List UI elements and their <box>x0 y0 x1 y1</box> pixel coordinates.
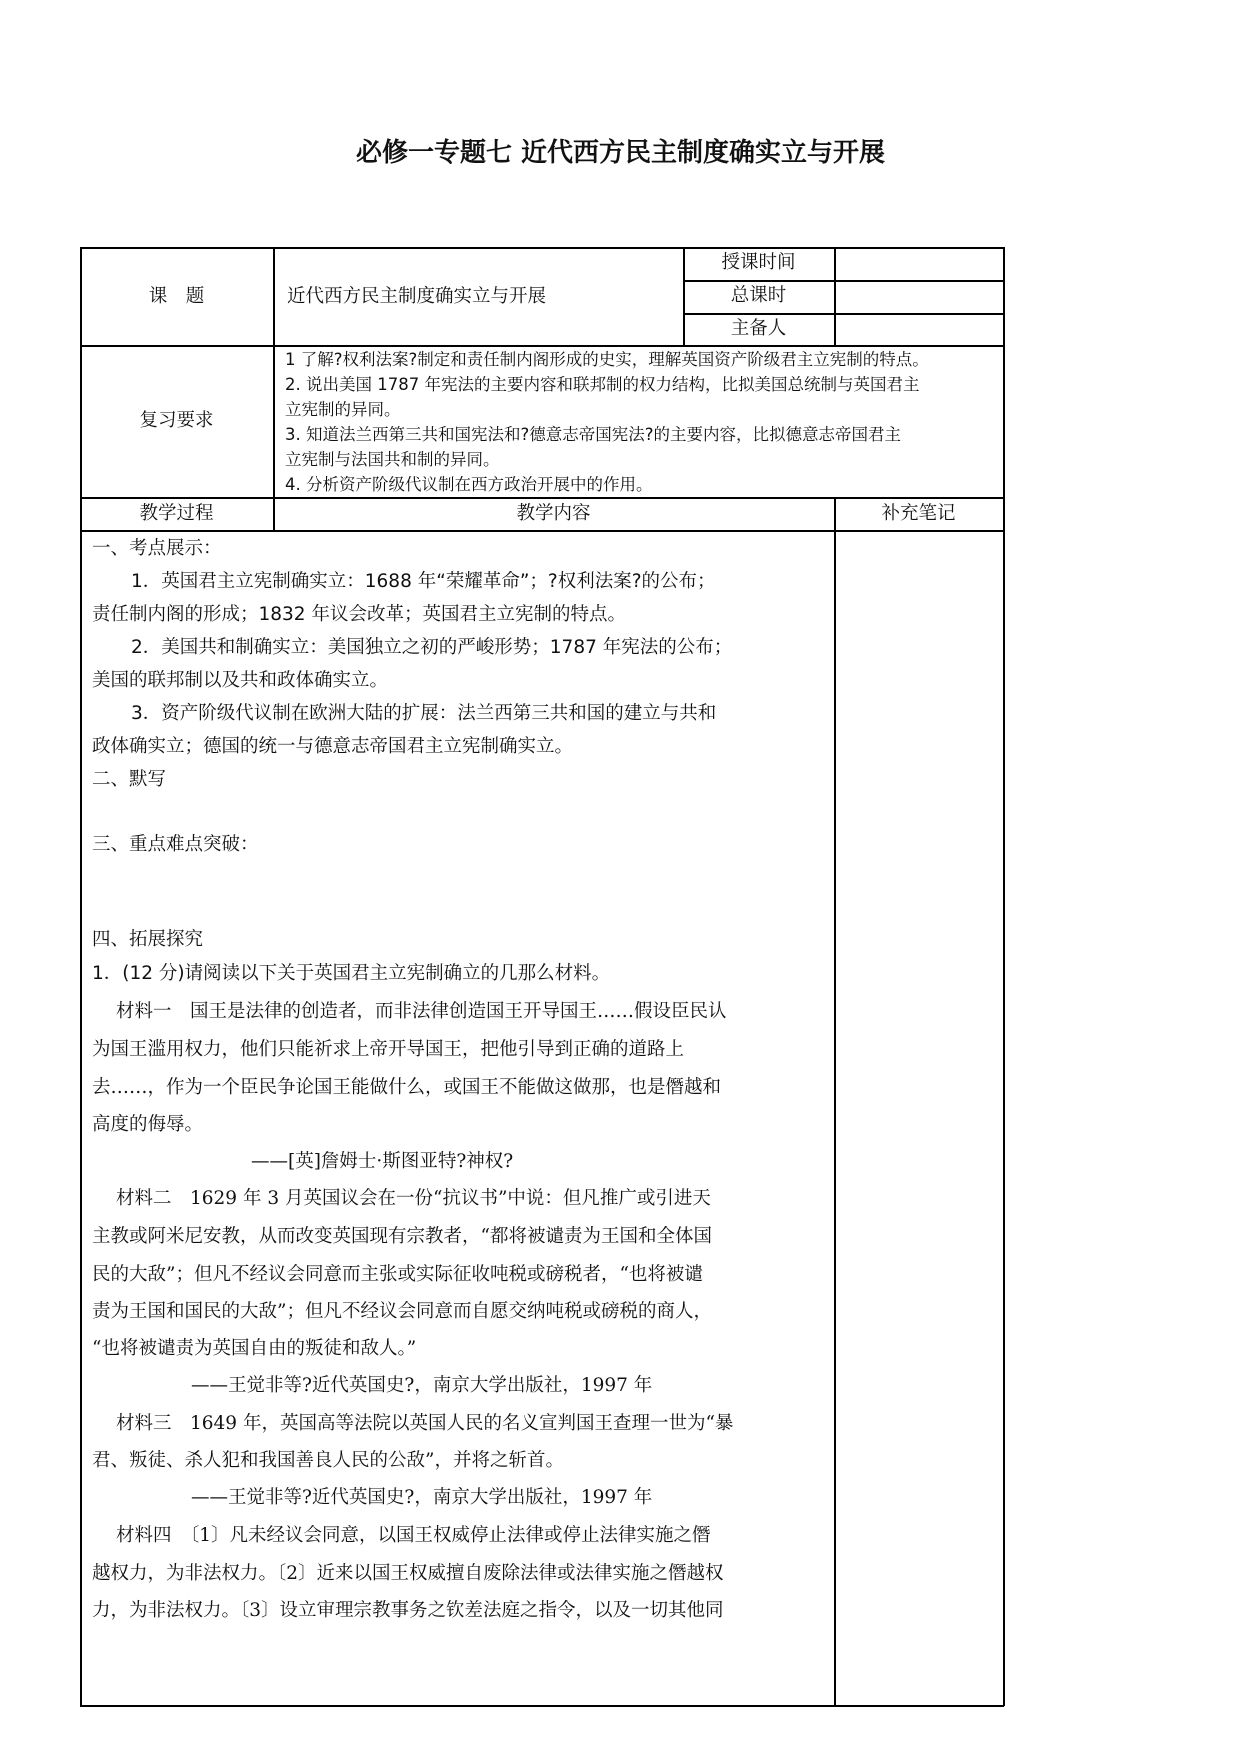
material-source: ——王觉非等?近代英国史?，南京大学出版社，1997 年 <box>191 1375 653 1396</box>
body-line: 1．英国君主立宪制确实立：1688 年“荣耀革命”；?权利法案?的公布； <box>131 571 716 592</box>
material-source: ——王觉非等?近代英国史?，南京大学出版社，1997 年 <box>191 1487 653 1508</box>
material-line: 力，为非法权力。〔3〕设立审理宗教事务之钦差法庭之指令，以及一切其他同 <box>92 1600 724 1621</box>
lead-teacher-field[interactable] <box>836 315 1002 345</box>
body-line: 3．资产阶级代议制在欧洲大陆的扩展：法兰西第三共和国的建立与共和 <box>131 703 717 724</box>
material-source: ——[英]詹姆士·斯图亚特?神权? <box>251 1151 514 1172</box>
material-line: 材料四 〔1〕凡未经议会同意，以国王权威停止法律或停止法律实施之僭 <box>116 1525 711 1546</box>
material-line: “也将被谴责为英国自由的叛徒和敌人。” <box>92 1338 417 1359</box>
requirement-line: 4. 分析资产阶级代议制在西方政治开展中的作用。 <box>285 475 653 494</box>
notes-area[interactable] <box>836 532 1002 1704</box>
body-line: 政体确实立；德国的统一与德意志帝国君主立宪制确实立。 <box>92 736 574 757</box>
section-heading: 一、考点展示： <box>92 538 222 559</box>
material-line: 主教或阿米尼安教，从而改变英国现有宗教者，“都将被谴责为王国和全体国 <box>92 1226 712 1247</box>
requirement-line: 立宪制的异同。 <box>285 400 401 419</box>
section-heading: 三、重点难点突破： <box>92 834 259 855</box>
body-line: 美国的联邦制以及共和政体确实立。 <box>92 670 389 691</box>
total-hours-label: 总课时 <box>730 285 787 306</box>
total-hours-field[interactable] <box>836 282 1002 312</box>
topic-label: 课 题 <box>148 286 205 307</box>
lesson-time-field[interactable] <box>836 249 1002 279</box>
lesson-time-label: 授课时间 <box>721 252 796 273</box>
body-line: 2．美国共和制确实立：美国独立之初的严峻形势；1787 年宪法的公布； <box>131 637 733 658</box>
column-teaching-content: 教学内容 <box>516 503 591 524</box>
section-heading: 四、拓展探究 <box>92 929 204 950</box>
topic-value: 近代西方民主制度确实立与开展 <box>287 286 547 307</box>
material-line: 责为王国和国民的大敌”；但凡不经议会同意而自愿交纳吨税或磅税的商人， <box>92 1301 712 1322</box>
lead-teacher-label: 主备人 <box>730 318 787 339</box>
requirements-label: 复习要求 <box>139 410 214 431</box>
material-line: 君、叛徒、杀人犯和我国善良人民的公敌”，并将之斩首。 <box>92 1450 564 1471</box>
column-teaching-process: 教学过程 <box>139 503 214 524</box>
requirement-line: 3. 知道法兰西第三共和国宪法和?德意志帝国宪法?的主要内容，比拟德意志帝国君主 <box>285 425 902 444</box>
material-line: 材料二 1629 年 3 月英国议会在一份“抗议书”中说：但凡推广或引进天 <box>116 1188 711 1209</box>
material-line: 材料三 1649 年，英国高等法院以英国人民的名义宣判国王查理一世为“暴 <box>116 1413 734 1434</box>
question-line: 1．(12 分)请阅读以下关于英国君主立宪制确立的几那么材料。 <box>92 963 611 984</box>
material-line: 民的大敌”；但凡不经议会同意而主张或实际征收吨税或磅税者，“也将被谴 <box>92 1264 703 1285</box>
material-line: 去……，作为一个臣民争论国王能做什么，或国王不能做这做那，也是僭越和 <box>92 1077 722 1098</box>
section-heading: 二、默写 <box>92 769 167 790</box>
material-line: 高度的侮辱。 <box>92 1114 204 1135</box>
page-title: 必修一专题七 近代西方民主制度确实立与开展 <box>355 138 886 168</box>
requirement-line: 1 了解?权利法案?制定和责任制内阁形成的史实，理解英国资产阶级君主立宪制的特点。 <box>285 350 929 369</box>
column-notes: 补充笔记 <box>881 503 956 524</box>
material-line: 为国王滥用权力，他们只能祈求上帝开导国王，把他引导到正确的道路上 <box>92 1039 685 1060</box>
requirement-line: 立宪制与法国共和制的异同。 <box>285 450 500 469</box>
material-line: 材料一 国王是法律的创造者，而非法律创造国王开导国王……假设臣民认 <box>116 1001 727 1022</box>
body-line: 责任制内阁的形成；1832 年议会改革；英国君主立宪制的特点。 <box>92 604 626 625</box>
material-line: 越权力，为非法权力。〔2〕近来以国王权威擅自废除法律或法律实施之僭越权 <box>92 1563 724 1584</box>
requirement-line: 2. 说出美国 1787 年宪法的主要内容和联邦制的权力结构，比拟美国总统制与英国君主 <box>285 375 920 394</box>
